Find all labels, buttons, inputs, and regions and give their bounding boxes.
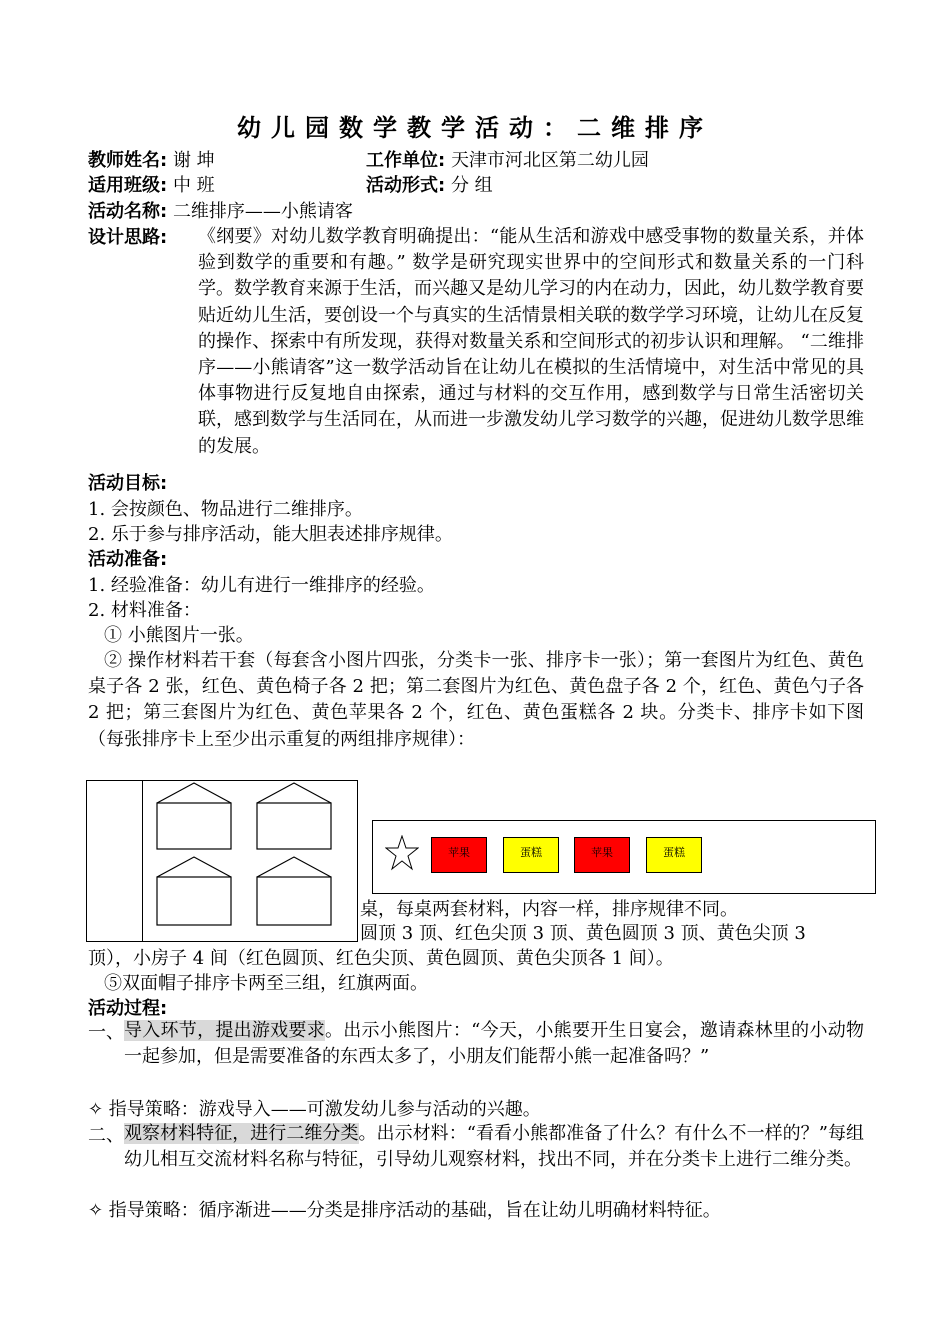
step-2-number: 二、	[88, 1125, 124, 1146]
sort-item-cake: 蛋糕	[503, 837, 559, 873]
house-body	[157, 877, 231, 925]
unit-value: 天津市河北区第二幼儿园	[450, 150, 649, 171]
house-body	[257, 877, 331, 925]
material-1: ① 小熊图片一张。	[104, 625, 254, 646]
design-label: 设计思路:	[88, 227, 168, 248]
prep-experience: 1. 经验准备：幼儿有进行一维排序的经验。	[88, 575, 435, 596]
class-line	[88, 174, 215, 198]
prep-materials: 2. 材料准备：	[88, 600, 201, 621]
form-label: 活动形式:	[366, 175, 446, 196]
prep-label: 活动准备:	[88, 549, 168, 570]
material-4-tail: 圆顶 3 顶、红色尖顶 3 顶、黄色圆顶 3 顶、黄色尖顶 3	[360, 923, 806, 944]
sorting-card	[372, 820, 876, 894]
teacher-name: 谢 坤	[172, 150, 215, 171]
step-2-heading: 观察材料特征，进行二维分类	[124, 1123, 359, 1144]
sort-item-cake: 蛋糕	[646, 837, 702, 873]
house-outlines	[87, 781, 357, 941]
house-roof	[157, 857, 231, 877]
activity-name-label: 活动名称:	[88, 201, 168, 222]
activity-name-line	[88, 200, 353, 224]
activity-name-value: 二维排序——小熊请客	[172, 201, 353, 222]
material-5: ⑤双面帽子排序卡两至三组，红旗两面。	[104, 973, 428, 994]
strategy-2: ✧ 指导策略：循序渐进——分类是排序活动的基础，旨在让幼儿明确材料特征。	[88, 1200, 721, 1221]
step-1-text: 。出示小熊图片：“今天，小熊要开生日宴会，邀请森林里的小动物一起参加，但是需要准备的东西太多了，小朋友们能帮小熊一起准备吗？”	[124, 1020, 864, 1068]
form-line	[366, 174, 493, 198]
sort-item-apple: 苹果	[431, 837, 487, 873]
step-1-heading: 导入环节，提出游戏要求	[124, 1020, 325, 1041]
teacher-line	[88, 149, 215, 173]
sort-item-apple: 苹果	[574, 837, 630, 873]
house-body	[257, 803, 331, 849]
goals-label: 活动目标:	[88, 473, 168, 494]
design-text: 《纲要》对幼儿数学教育明确提出：“能从生活和游戏中感受事物的数量关系，并体验到数学的重要和有趣。” 数学是研究现实世界中的空间形式和数量关系的一门科学。数学教育来源于生活，而兴趣又是幼儿学习的内在动力，因此，幼儿数学教育要贴近幼儿生活，要创设一个与真实的生活情景相关联的数学学习环境，让幼儿在反复的操作、探索中有所发现，获得对数量关系和空间形式的初步认识和理解。 “二维排序——小熊请客”这一数学活动旨在让幼儿在模拟的生活情境中，对生活中常见的具体事物进行反复地自由探索，通过与材料的交互作用，感到数学与日常生活密切关联，感到数学与生活同在，从而进一步激发幼儿学习数学的兴趣，促进幼儿数学思维的发展。	[198, 226, 864, 457]
house-roof	[257, 857, 331, 877]
strategy-1: ✧ 指导策略：游戏导入——可激发幼儿参与活动的兴趣。	[88, 1099, 541, 1120]
goal-item: 1. 会按颜色、物品进行二维排序。	[88, 499, 363, 520]
material-2: ② 操作材料若干套（每套含小图片四张，分类卡一张、排序卡一张）；第一套图片为红色、黄色桌子各 2 张，红色、黄色椅子各 2 把；第二套图片为红色、黄色盘子各 2 个，红色、黄色勺子各 2 把；第三套图片为红色、黄色苹果各 2 个，红色、黄色蛋糕各 2 块。分类卡、排序卡如下图（每张排序卡上至少出示重复的两组排序规律）：	[88, 650, 864, 750]
class-value: 中 班	[172, 175, 215, 196]
unit-label: 工作单位:	[366, 150, 446, 171]
class-label: 适用班级:	[88, 175, 168, 196]
goal-item: 2. 乐于参与排序活动，能大胆表述排序规律。	[88, 524, 453, 545]
material-3-tail: 桌，每桌两套材料，内容一样，排序规律不同。	[360, 899, 738, 920]
house-roof	[257, 783, 331, 803]
process-label: 活动过程:	[88, 998, 168, 1019]
house-roof	[157, 783, 231, 803]
step-2	[124, 1121, 864, 1173]
step-1	[124, 1018, 864, 1070]
step-2-text: 。出示材料：“看看小熊都准备了什么？有什么不一样的？”每组幼儿相互交流材料名称与特征，引导幼儿观察材料，找出不同，并在分类卡上进行二维分类。	[124, 1123, 865, 1171]
form-value: 分 组	[450, 175, 493, 196]
classification-card	[86, 780, 358, 942]
material-4-cont: 顶），小房子 4 间（红色圆顶、红色尖顶、黄色圆顶、黄色尖顶各 1 间）。	[88, 948, 674, 969]
unit-line	[366, 149, 649, 173]
step-1-number: 一、	[88, 1022, 124, 1043]
star-icon	[385, 835, 419, 871]
page-title: 幼儿园数学教学活动：二维排序	[237, 114, 713, 142]
house-body	[157, 803, 231, 849]
teacher-label: 教师姓名:	[88, 150, 168, 171]
